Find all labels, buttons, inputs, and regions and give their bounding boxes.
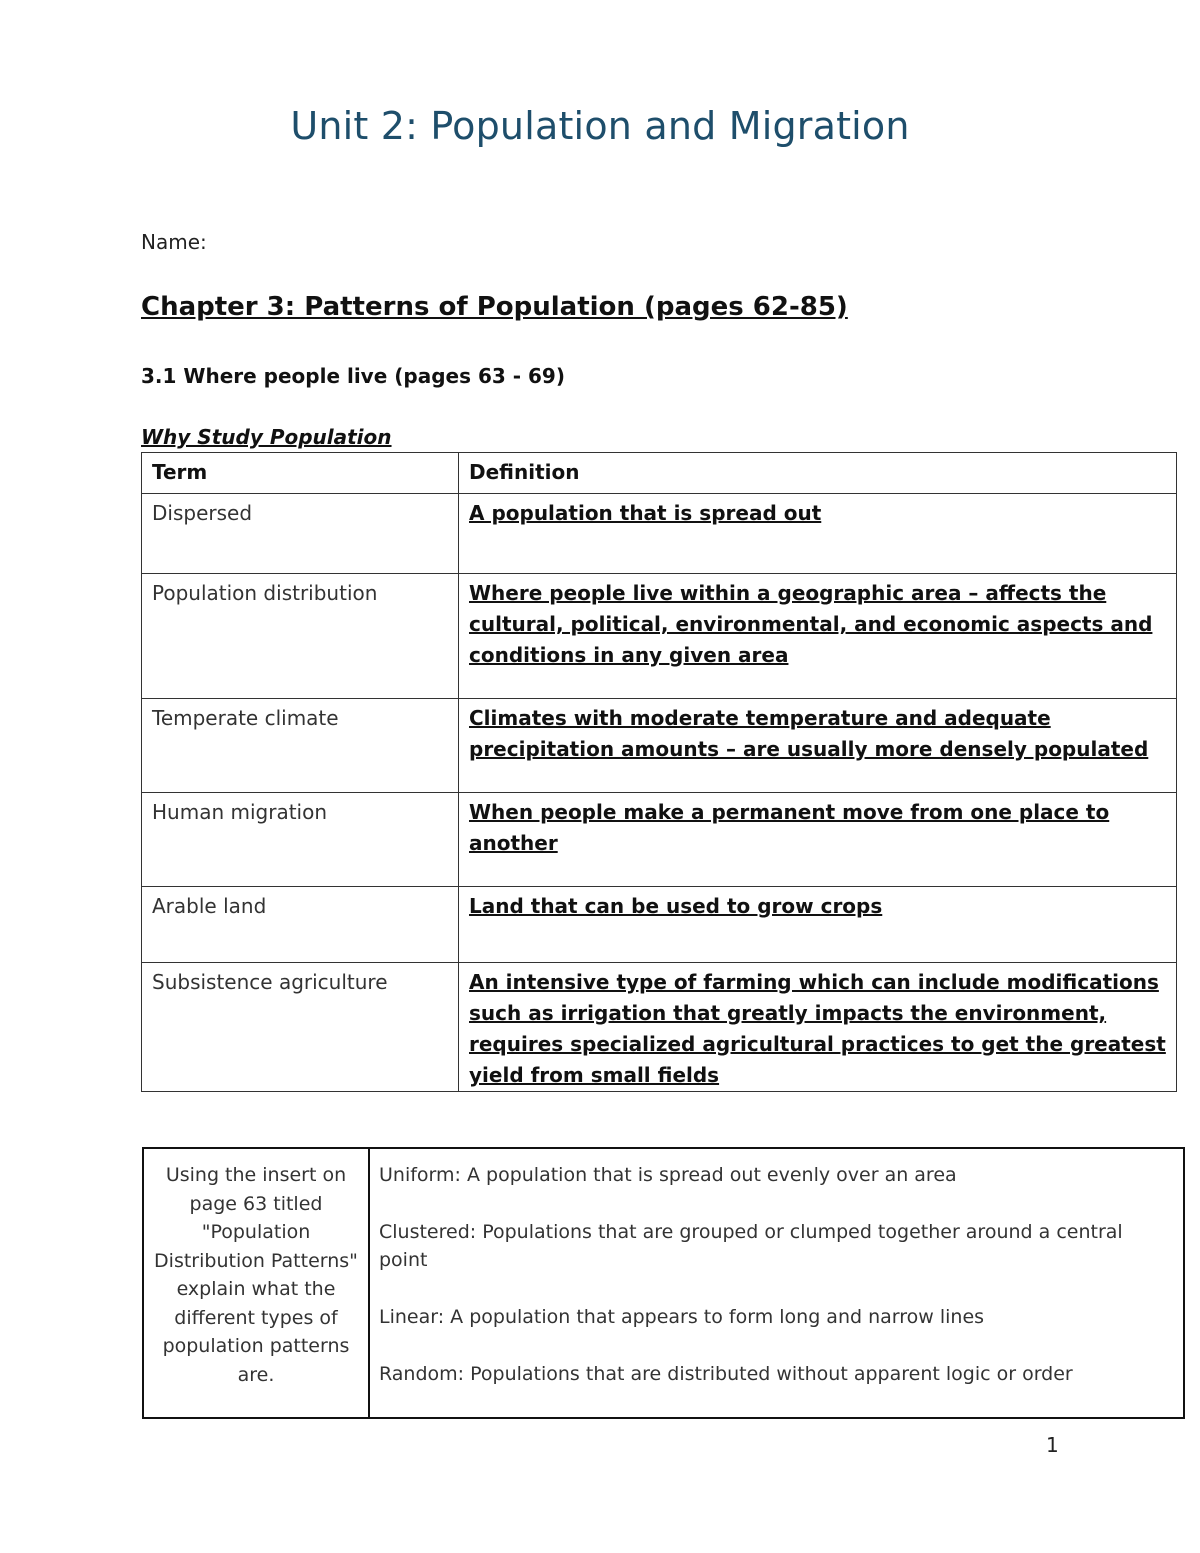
term-cell: Population distribution — [142, 574, 459, 699]
table-row — [142, 574, 1177, 699]
definition-cell: Where people live within a geographic area – affects the cultural, political, environmental, and economic aspects and conditions in any given area — [459, 574, 1177, 699]
table-row — [142, 699, 1177, 793]
answer-random: Random: Populations that are distributed without apparent logic or order — [379, 1363, 1073, 1385]
chapter-heading: Chapter 3: Patterns of Population (pages 62-85) — [141, 292, 848, 322]
table-row — [142, 963, 1177, 1092]
header-term: Term — [142, 453, 459, 494]
patterns-answers — [369, 1148, 1184, 1418]
answer-linear: Linear: A population that appears to form long and narrow lines — [379, 1306, 985, 1328]
table-header-row — [142, 453, 1177, 494]
header-definition: Definition — [459, 453, 1177, 494]
subheading: Why Study Population — [141, 425, 392, 449]
section-heading: 3.1 Where people live (pages 63 - 69) — [141, 364, 565, 388]
answer-clustered: Clustered: Populations that are grouped or clumped together around a central point — [379, 1221, 1123, 1271]
definition-cell: Climates with moderate temperature and adequate precipitation amounts – are usually more densely populated — [459, 699, 1177, 793]
terms-table — [141, 452, 1177, 1092]
term-cell: Arable land — [142, 887, 459, 963]
page-number: 1 — [1046, 1433, 1059, 1457]
definition-cell: A population that is spread out — [459, 494, 1177, 574]
definition-cell: An intensive type of farming which can include modifications such as irrigation that greatly impacts the environment, requires specialized agricultural practices to get the greatest yield from small fields — [459, 963, 1177, 1092]
definition-cell: When people make a permanent move from one place to another — [459, 793, 1177, 887]
name-label: Name: — [141, 230, 207, 254]
definition-cell: Land that can be used to grow crops — [459, 887, 1177, 963]
term-cell: Human migration — [142, 793, 459, 887]
document-title: Unit 2: Population and Migration — [290, 104, 910, 148]
answer-uniform: Uniform: A population that is spread out evenly over an area — [379, 1164, 957, 1186]
patterns-prompt: Using the insert on page 63 titled "Population Distribution Patterns" explain what the different types of population patterns are. — [143, 1148, 369, 1418]
table-row — [142, 887, 1177, 963]
distribution-patterns-box — [142, 1147, 1185, 1419]
term-cell: Temperate climate — [142, 699, 459, 793]
term-cell: Subsistence agriculture — [142, 963, 459, 1092]
term-cell: Dispersed — [142, 494, 459, 574]
patterns-row — [143, 1148, 1184, 1418]
table-row — [142, 494, 1177, 574]
table-row — [142, 793, 1177, 887]
